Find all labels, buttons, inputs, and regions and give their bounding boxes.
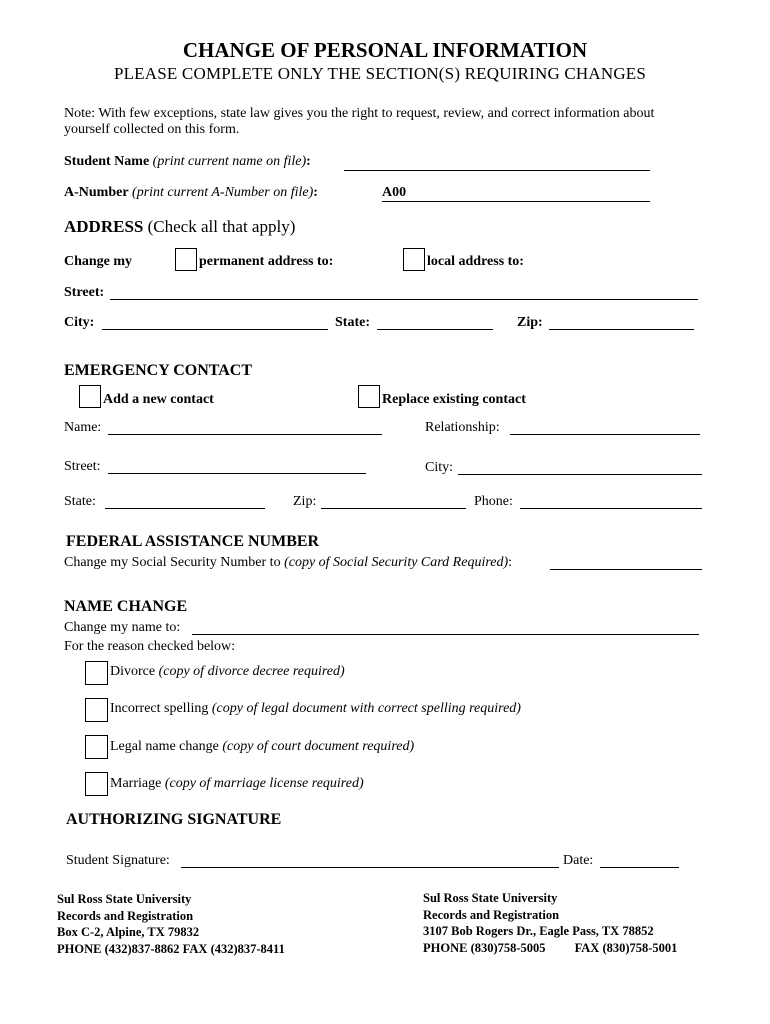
footer-right-phone: PHONE (830)758-5005 (423, 940, 546, 955)
divorce-option (110, 664, 345, 680)
replace-contact-label: Replace existing contact (382, 392, 526, 407)
ssn-change-text: Change my Social Security Number to (64, 555, 285, 570)
footer-left-line-3: Box C-2, Alpine, TX 79832 (57, 925, 200, 939)
form-title: CHANGE OF PERSONAL INFORMATION (182, 38, 588, 62)
contact-state-field[interactable] (105, 508, 265, 509)
colon: : (306, 154, 311, 169)
student-name-field[interactable] (344, 170, 650, 171)
address-heading-text: ADDRESS (64, 217, 144, 236)
add-new-contact-label: Add a new contact (103, 392, 214, 407)
ssn-change-label (64, 555, 512, 571)
address-street-label: Street: (64, 285, 105, 300)
address-heading-hint: (Check all that apply) (147, 217, 296, 236)
divorce-checkbox[interactable] (85, 661, 108, 685)
contact-name-field[interactable] (108, 434, 382, 435)
incorrect-spelling-label: Incorrect spelling (110, 701, 212, 716)
anumber-field[interactable] (382, 201, 650, 202)
contact-phone-label: Phone: (474, 494, 513, 509)
footer-left-line-1: Sul Ross State University (57, 892, 192, 906)
contact-zip-label: Zip: (293, 494, 317, 509)
legal-name-change-hint: (copy of court document required) (222, 739, 415, 754)
contact-street-field[interactable] (108, 473, 366, 474)
footer-right-line-2: Records and Registration (423, 907, 560, 922)
student-signature-label: Student Signature: (66, 853, 170, 868)
divorce-label: Divorce (110, 664, 159, 679)
contact-phone-field[interactable] (520, 508, 702, 509)
footer-eagle-pass-address (423, 890, 677, 956)
student-name-label-text: Student Name (64, 154, 150, 169)
legal-name-change-option (110, 739, 414, 755)
anumber-prefix: A00 (382, 185, 407, 200)
change-my-label: Change my (64, 254, 133, 269)
footer-left-line-2: Records and Registration (57, 908, 194, 923)
marriage-label: Marriage (110, 776, 165, 791)
colon: : (508, 555, 513, 570)
contact-relationship-label: Relationship: (425, 420, 500, 435)
permanent-address-label: permanent address to: (199, 254, 334, 269)
divorce-hint: (copy of divorce decree required) (158, 664, 345, 679)
footer-right-line-1: Sul Ross State University (423, 891, 558, 905)
emergency-heading: EMERGENCY CONTACT (64, 362, 253, 379)
ssn-change-hint: (copy of Social Security Card Required) (284, 555, 509, 570)
footer-alpine-address (57, 891, 285, 957)
student-name-hint: (print current name on file) (152, 154, 307, 169)
legal-name-change-checkbox[interactable] (85, 735, 108, 759)
new-name-field[interactable] (192, 634, 699, 635)
signature-date-field[interactable] (600, 867, 679, 868)
footer-right-line-3: 3107 Bob Rogers Dr., Eagle Pass, TX 78852 (423, 924, 654, 938)
student-signature-field[interactable] (181, 867, 559, 868)
add-new-contact-checkbox[interactable] (79, 385, 101, 408)
address-zip-label: Zip: (517, 315, 543, 330)
reason-label: For the reason checked below: (64, 639, 236, 654)
marriage-hint: (copy of marriage license required) (164, 776, 364, 791)
address-city-field[interactable] (102, 329, 328, 330)
footer-right-line-4 (423, 940, 677, 957)
form-subtitle: PLEASE COMPLETE ONLY THE SECTION(S) REQUIRING CHANGES (113, 64, 647, 83)
address-city-label: City: (64, 315, 95, 330)
ssn-field[interactable] (550, 569, 702, 570)
replace-contact-checkbox[interactable] (358, 385, 380, 408)
signature-date-label: Date: (563, 853, 594, 868)
anumber-hint: (print current A-Number on file) (132, 185, 314, 200)
federal-heading: FEDERAL ASSISTANCE NUMBER (66, 533, 320, 550)
change-name-to-label: Change my name to: (64, 620, 181, 635)
signature-heading: AUTHORIZING SIGNATURE (66, 811, 282, 828)
footer-right-fax: FAX (830)758-5001 (574, 940, 678, 955)
contact-name-label: Name: (64, 420, 102, 435)
note-line-1: Note: With few exceptions, state law gives you the right to request, review, and correct information about (64, 106, 655, 121)
anumber-label-text: A-Number (64, 185, 129, 200)
local-address-label: local address to: (427, 254, 524, 269)
incorrect-spelling-option (110, 701, 521, 717)
footer-left-line-4: PHONE (432)837-8862 FAX (432)837-8411 (57, 941, 285, 956)
marriage-checkbox[interactable] (85, 772, 108, 796)
incorrect-spelling-checkbox[interactable] (85, 698, 108, 722)
name-change-heading: NAME CHANGE (64, 598, 188, 615)
contact-city-field[interactable] (458, 474, 702, 475)
student-name-label (64, 154, 311, 170)
local-address-checkbox[interactable] (403, 248, 425, 271)
address-state-field[interactable] (377, 329, 493, 330)
note-line-2: yourself collected on this form. (64, 122, 240, 137)
marriage-option (110, 776, 364, 792)
address-state-label: State: (335, 315, 370, 330)
contact-state-label: State: (64, 494, 96, 509)
colon: : (313, 185, 318, 200)
legal-name-change-label: Legal name change (110, 739, 223, 754)
address-zip-field[interactable] (549, 329, 694, 330)
contact-relationship-field[interactable] (510, 434, 700, 435)
incorrect-spelling-hint: (copy of legal document with correct spelling required) (211, 701, 521, 716)
contact-zip-field[interactable] (321, 508, 466, 509)
contact-street-label: Street: (64, 459, 101, 474)
address-street-field[interactable] (110, 299, 698, 300)
contact-city-label: City: (425, 460, 454, 475)
permanent-address-checkbox[interactable] (175, 248, 197, 271)
anumber-label (64, 185, 318, 201)
address-heading (64, 217, 295, 237)
